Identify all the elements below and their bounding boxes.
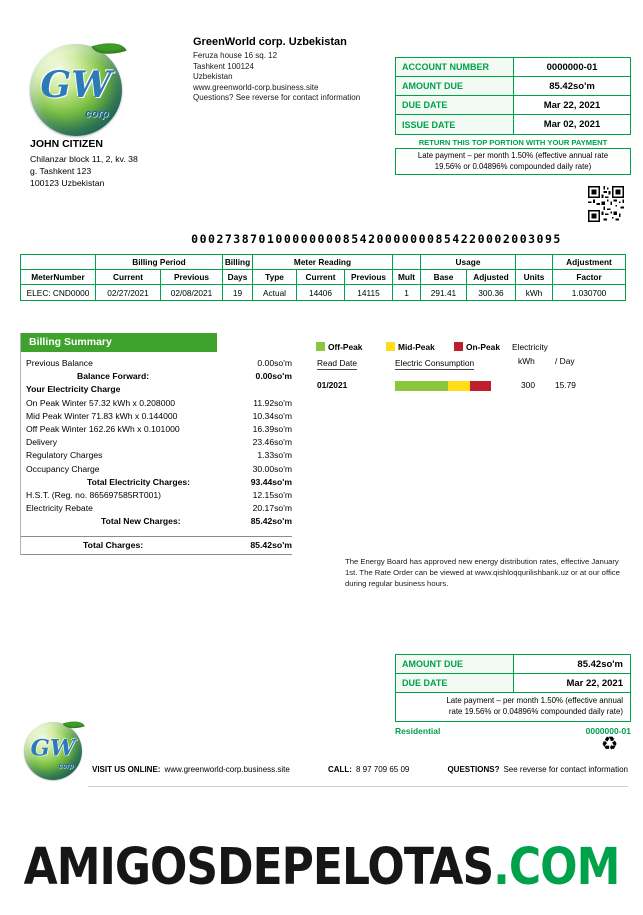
row-label: On Peak Winter 57.32 kWh x 0.208000 (26, 397, 176, 408)
read-date-column-header: Read Date (317, 358, 358, 368)
row-value: 11.92so'm (253, 397, 292, 408)
customer-name: JOHN CITIZEN (30, 138, 103, 150)
late-payment-line1: Late payment – per month 1.50% (effective annual (446, 696, 623, 705)
col-header: Days (223, 270, 253, 285)
logo-corp-text: corp (85, 108, 109, 120)
offpeak-swatch-icon (316, 342, 325, 351)
total-charges-label: Total Charges: (83, 540, 144, 551)
issue-date-row (396, 115, 630, 134)
billing-summary-title: Billing Summary (21, 333, 217, 352)
legend-label: Mid-Peak (398, 342, 435, 352)
billing-summary (20, 333, 292, 555)
row-value: 20.17so'm (252, 503, 292, 514)
billing-summary-row (21, 476, 292, 489)
watermark-banner (0, 838, 643, 897)
rate-change-notice: The Energy Board has approved new energy distribution rates, effective January 1st. The Rate Order can be viewed at www.qishloqqurilishbank.uz or at our office during regular business hours. (345, 557, 620, 588)
billing-summary-row (21, 383, 292, 396)
meter-table-empty-cell (21, 255, 96, 270)
visit-online-label: VISIT US ONLINE: (92, 765, 161, 774)
total-charges-row (21, 536, 292, 555)
customer-address-line3: 100123 Uzbekistan (30, 178, 105, 188)
late-payment-line2: rate 19.56% or 0.04896% compounded daily rate) (448, 706, 623, 716)
return-portion-note: RETURN THIS TOP PORTION WITH YOUR PAYMENT (418, 138, 608, 147)
midpeak-swatch-icon (386, 342, 395, 351)
meter-reading-group-header: Meter Reading (253, 255, 393, 270)
row-value (230, 383, 292, 396)
row-label: Off Peak Winter 162.26 kWh x 0.101000 (26, 424, 180, 435)
account-number-row (396, 58, 630, 77)
billing-summary-row (21, 449, 292, 462)
residential-account-row (395, 726, 631, 736)
meter-table-data-row (21, 285, 626, 301)
row-label: Your Electricity Charge (26, 384, 121, 395)
kwh-column-header: kWh (518, 356, 535, 366)
col-header: Units (516, 270, 553, 285)
legend-item-onpeak (454, 342, 500, 352)
questions-text: See reverse for contact information (503, 765, 628, 774)
qr-code (588, 186, 624, 222)
kwh-value: 300 (521, 380, 535, 390)
amount-due-row (396, 77, 630, 96)
row-label: Total Electricity Charges: (87, 476, 190, 487)
account-number-value: 0000000-01 (546, 61, 598, 73)
billing-summary-row (21, 436, 292, 449)
col-header: MeterNumber (21, 270, 96, 285)
billing-summary-row (21, 370, 292, 383)
row-value: 10.34so'm (252, 410, 292, 421)
row-label: Occupancy Charge (26, 463, 100, 474)
due-date-value: Mar 22, 2021 (566, 677, 623, 689)
customer-address-block (30, 138, 138, 189)
company-info-block (193, 36, 393, 104)
footer-visit-group (92, 765, 290, 774)
customer-address-line1: Chilanzar block 11, 2, kv. 38 (30, 154, 138, 164)
billing-period-group-header: Billing Period (96, 255, 223, 270)
watermark-suffix: .COM (493, 838, 620, 897)
account-number: 0000000-01 (585, 726, 631, 736)
col-header: Mult (393, 270, 421, 285)
remittance-summary-box (395, 654, 631, 722)
total-charges-value: 85.42so'm (250, 540, 292, 551)
late-payment-line1: Late payment – per month 1.50% (effective annual rate (417, 151, 609, 160)
row-value: 12.15so'm (252, 490, 292, 501)
row-label: Delivery (26, 437, 58, 448)
payment-scanline: 00027387010000000085420000000854220002003095 (191, 232, 562, 246)
footer-questions-group (447, 765, 628, 774)
row-value: 16.39so'm (252, 424, 292, 435)
account-number-label: ACCOUNT NUMBER (396, 58, 514, 76)
due-date-row-bottom (396, 674, 630, 693)
table-cell: 19 (223, 285, 253, 301)
table-cell: 1.030700 (553, 285, 626, 301)
col-header: Previous (345, 270, 393, 285)
col-header: Base (421, 270, 467, 285)
billing-group-header: Billing (223, 255, 253, 270)
per-day-value: 15.79 (555, 380, 576, 390)
billing-summary-row (21, 502, 292, 515)
row-value: 23.46so'm (252, 437, 292, 448)
questions-label: QUESTIONS? (447, 765, 500, 774)
footer-website-link[interactable]: www.greenworld-corp.business.site (164, 765, 290, 774)
company-website-link[interactable]: www.greenworld-corp.business.site (193, 82, 319, 92)
amount-due-row-bottom (396, 655, 630, 674)
logo-monogram: GW (30, 734, 76, 762)
company-logo (30, 44, 122, 136)
table-cell: 02/08/2021 (161, 285, 223, 301)
meter-number-cell: ELEC: CND0000 (21, 285, 96, 301)
row-value: 1.33so'm (257, 450, 292, 461)
logo-corp-text: corp (58, 762, 74, 770)
row-value: 93.44so'm (250, 476, 292, 487)
meter-table-header-row (21, 270, 626, 285)
per-day-column-header: / Day (555, 356, 575, 366)
col-header: Adjusted (467, 270, 516, 285)
amount-due-label: AMOUNT DUE (396, 77, 514, 95)
billing-summary-row (21, 423, 292, 436)
company-name: GreenWorld corp. Uzbekistan (193, 36, 347, 48)
meter-table-group-row (21, 255, 626, 270)
footer-call-group (328, 765, 409, 774)
table-cell: kWh (516, 285, 553, 301)
billing-summary-row (21, 397, 292, 410)
due-date-value: Mar 22, 2021 (543, 99, 601, 111)
row-label: Mid Peak Winter 71.83 kWh x 0.144000 (26, 410, 178, 421)
row-label: H.S.T. (Reg. no. 865697585RT001) (26, 490, 162, 501)
company-logo-small (24, 722, 82, 780)
table-cell: 291.41 (421, 285, 467, 301)
col-header: Type (253, 270, 297, 285)
row-label: Total New Charges: (101, 516, 181, 527)
col-header: Previous (161, 270, 223, 285)
table-cell: 14406 (297, 285, 345, 301)
due-date-label: DUE DATE (396, 674, 514, 692)
row-label: Previous Balance (26, 358, 93, 368)
footer-contact-strip (92, 765, 628, 774)
adjustment-group-header: Adjustment (553, 255, 626, 270)
usage-group-header: Usage (421, 255, 516, 270)
billing-summary-row (21, 489, 292, 502)
col-header: Current (297, 270, 345, 285)
electricity-column-header: Electricity (512, 342, 548, 352)
due-date-row (396, 96, 630, 115)
company-questions-note: Questions? See reverse for contact information (193, 93, 361, 102)
issue-date-label: ISSUE DATE (396, 115, 514, 134)
late-payment-note (396, 693, 630, 721)
billing-summary-row (21, 357, 292, 370)
legend-label: On-Peak (466, 342, 500, 352)
issue-date-value: Mar 02, 2021 (543, 119, 601, 130)
recycle-icon: ♻ (601, 734, 619, 755)
amount-due-label: AMOUNT DUE (396, 655, 514, 673)
phone-number: 8 97 709 65 09 (355, 765, 410, 774)
table-cell: 300.36 (467, 285, 516, 301)
meter-table-empty-cell (516, 255, 553, 270)
customer-address-line2: g. Tashkent 123 (30, 166, 92, 176)
table-cell: 14115 (345, 285, 393, 301)
billing-summary-row (21, 410, 292, 423)
call-label: CALL: (327, 765, 352, 774)
amount-due-value: 85.42so'm (577, 658, 623, 670)
table-cell: 1 (393, 285, 421, 301)
company-address-line3: Uzbekistan (193, 72, 233, 81)
residential-label: Residential (395, 726, 441, 736)
col-header: Factor (553, 270, 626, 285)
legend-item-offpeak (316, 342, 362, 352)
table-cell: Actual (253, 285, 297, 301)
col-header: Current (96, 270, 161, 285)
due-date-label: DUE DATE (396, 96, 514, 114)
row-label: Balance Forward: (77, 371, 150, 382)
consumption-summary (315, 341, 633, 401)
row-label: Regulatory Charges (26, 450, 103, 461)
company-address-line2: Tashkent 100124 (193, 61, 254, 71)
meter-table-empty-cell (393, 255, 421, 270)
billing-summary-row (21, 463, 292, 476)
row-value: 0.00so'm (255, 371, 292, 382)
logo-monogram: GW (40, 64, 112, 106)
meter-reading-table (20, 254, 626, 301)
row-value: 0.00so'm (257, 358, 292, 368)
amount-due-value: 85.42so'm (549, 80, 595, 92)
table-cell: 02/27/2021 (96, 285, 161, 301)
consumption-bar (395, 381, 491, 391)
row-value: 85.42so'm (250, 516, 292, 527)
billing-summary-body (21, 352, 292, 555)
read-date-value: 01/2021 (317, 380, 348, 390)
electric-consumption-column-header: Electric Consumption (395, 358, 475, 368)
row-value: 30.00so'm (252, 463, 292, 474)
footer-divider (88, 786, 628, 787)
legend-label: Off-Peak (328, 342, 363, 352)
row-label: Electricity Rebate (26, 503, 93, 514)
late-payment-notice (395, 148, 631, 175)
legend-item-midpeak (386, 342, 435, 352)
watermark-main: AMIGOSDEPELOTAS (23, 838, 494, 897)
billing-summary-row (21, 515, 292, 528)
late-payment-line2: 19.56% or 0.04896% compounded daily rate) (434, 161, 592, 171)
onpeak-swatch-icon (454, 342, 463, 351)
company-address-line1: Feruza house 16 sq. 12 (193, 51, 278, 60)
account-summary-box (395, 57, 631, 135)
